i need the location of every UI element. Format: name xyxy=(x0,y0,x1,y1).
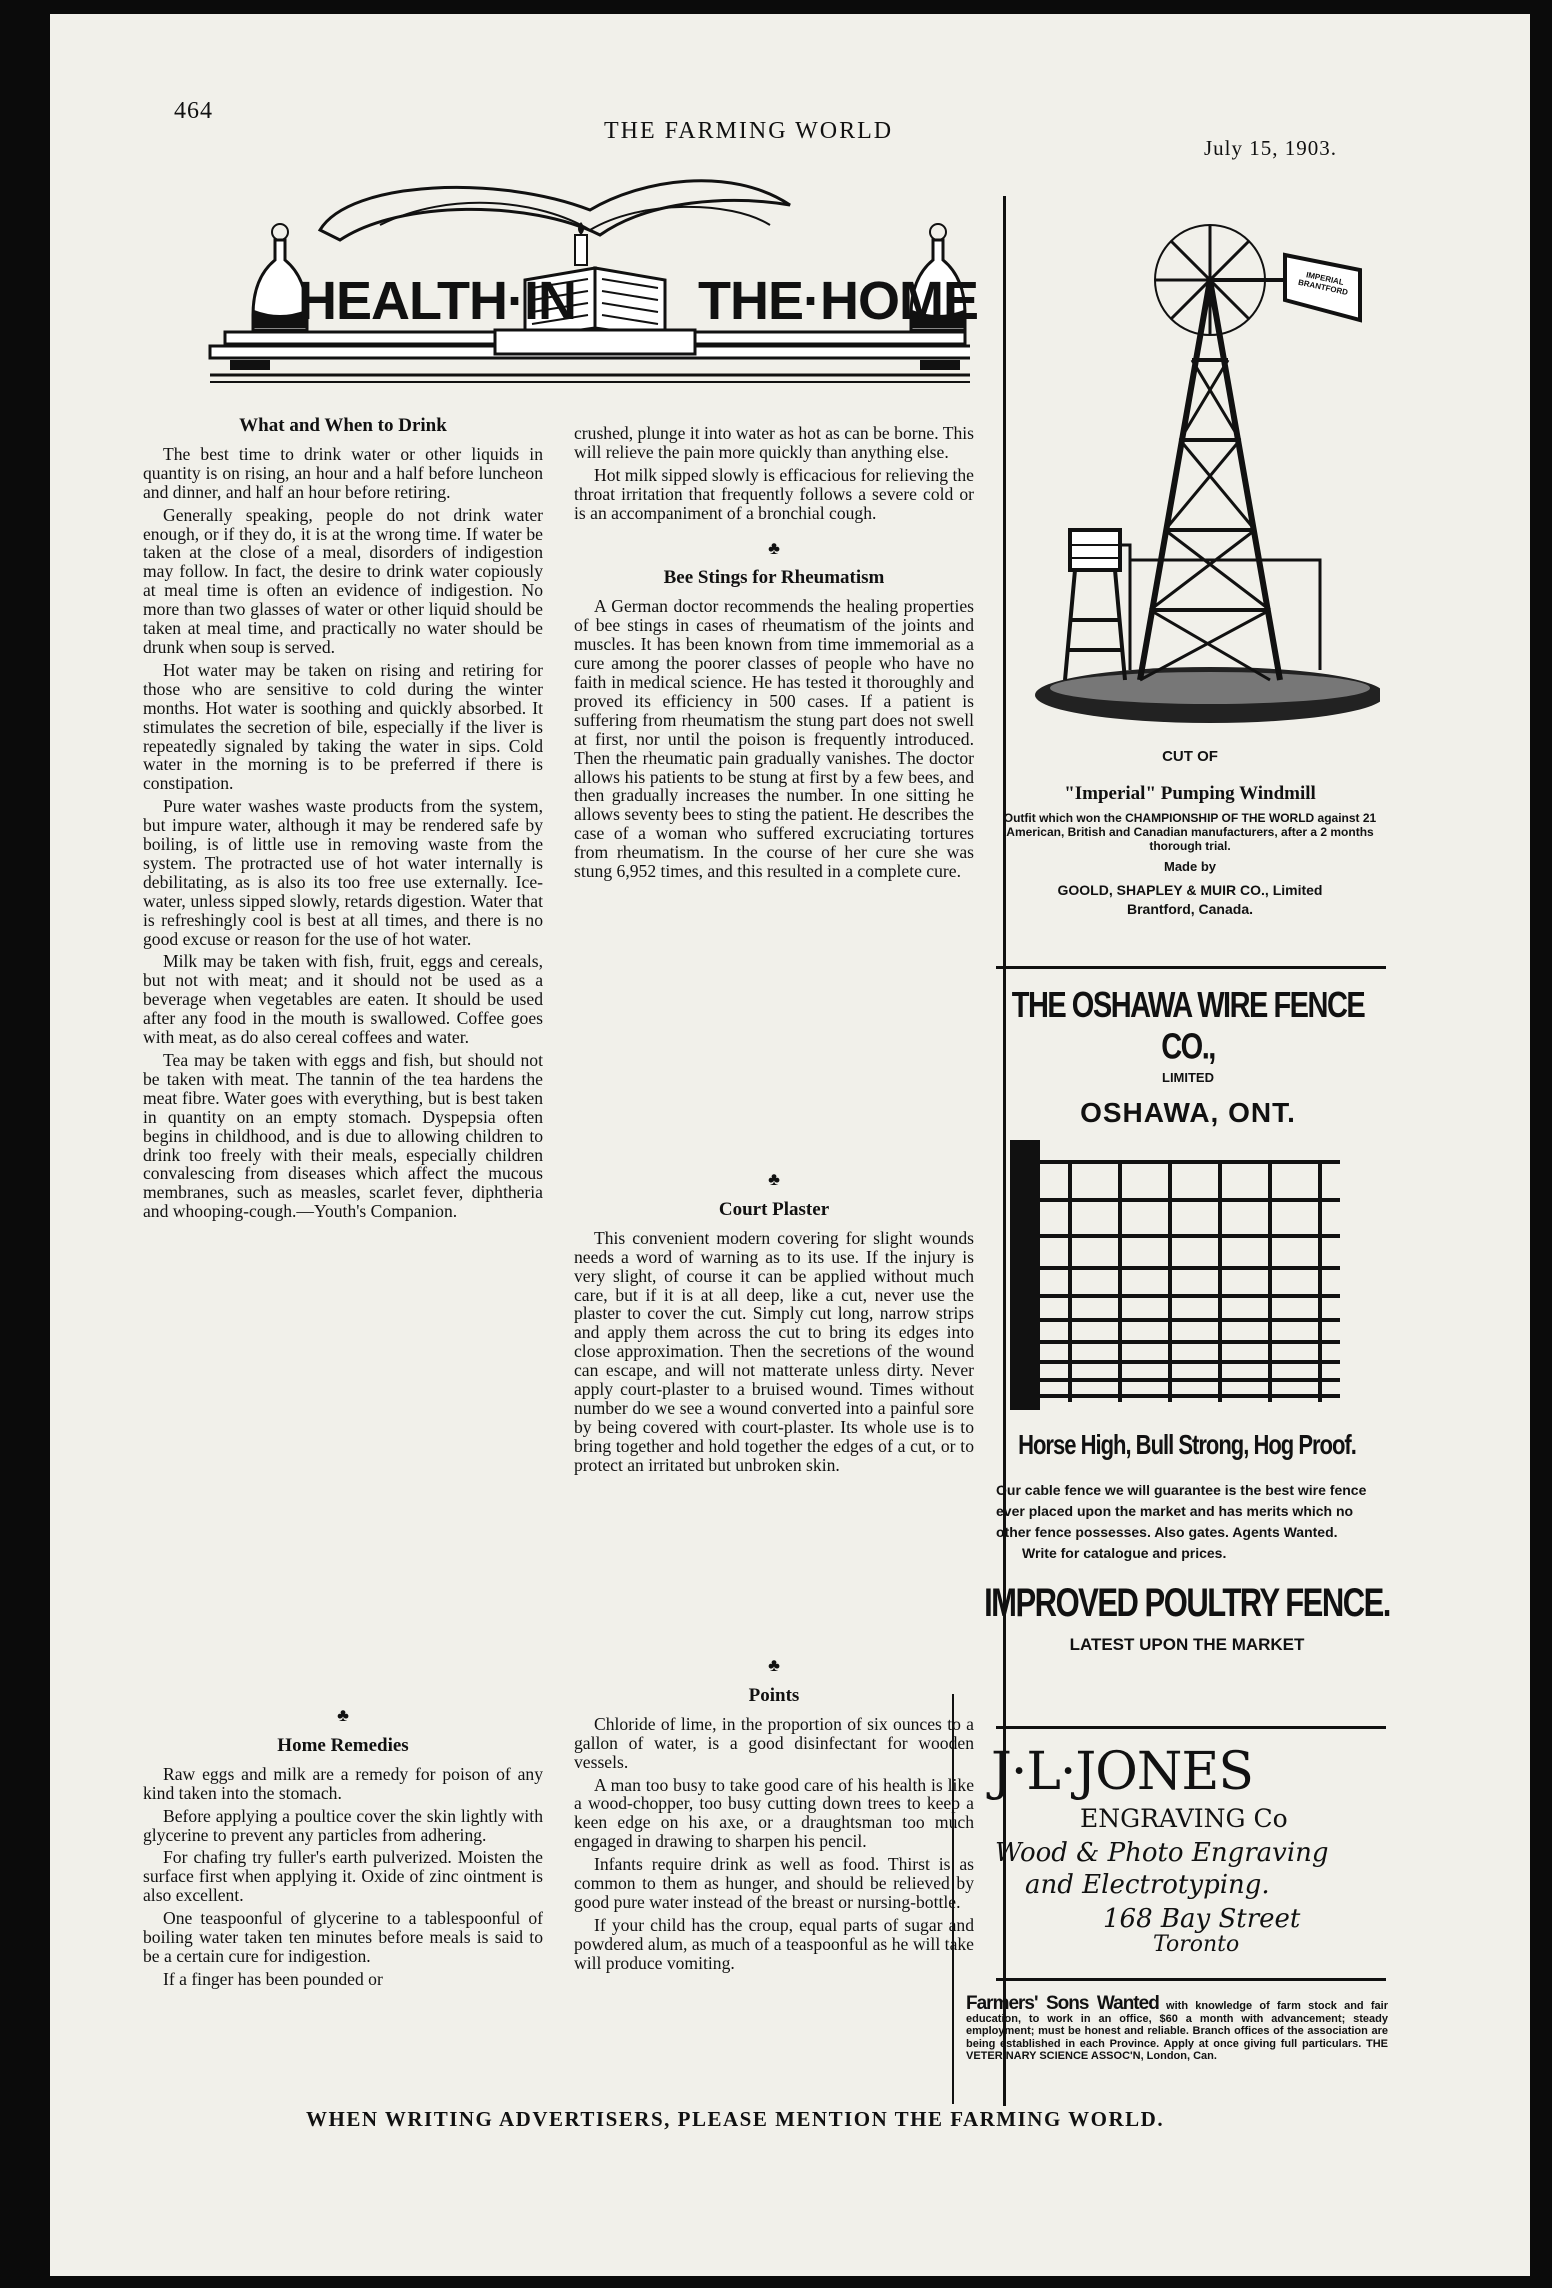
banner-title-right: THE·HOME xyxy=(698,271,978,331)
footer-notice: WHEN WRITING ADVERTISERS, PLEASE MENTION THE FARMING WORLD. xyxy=(306,2107,1165,2131)
ad-made-by: Made by xyxy=(1163,859,1216,874)
paragraph: One teaspoonful of glycerine to a tablespoonful of boiling water taken ten minutes before meals is said to be a certain cure for indigestion. xyxy=(143,1908,543,1966)
ad-divider xyxy=(996,966,1386,969)
issue-date: July 15, 1903. xyxy=(1204,136,1338,160)
ad-city: OSHAWA, ONT. xyxy=(1080,1097,1296,1128)
ad-catalogue: Write for catalogue and prices. xyxy=(1022,1545,1227,1561)
windmill-illustration xyxy=(1020,200,1380,740)
ad-product-name: "Imperial" Pumping Windmill xyxy=(1064,783,1316,804)
ad-maker: GOOLD, SHAPLEY & MUIR CO., Limited xyxy=(1057,882,1323,898)
windmill-ad xyxy=(990,748,1390,917)
fence-ad-details xyxy=(982,1428,1392,1655)
paragraph: This convenient modern covering for slight wounds needs a word of warning as to its use. If the injury is very slight, of course it can be applied without much care, but if it is at all deep, like a cut, never use the plaster to cover the cut. Simply cut long, narrow strips and apply them across the cut to bring its edges into close approximation. Then the secretions of the wound can escape, and will not matterate unless dirty. Never apply court-plaster to a bruised wound. Times without number do we see a wound converted into a painful sore by being covered with court-plaster. Its whole use is to bring together and hold together the edges of a cut, or to protect an irritated but unbroken skin. xyxy=(574,1227,974,1475)
article-title: Court Plaster xyxy=(718,1198,830,1220)
paragraph: Hot milk sipped slowly is efficacious for relieving the throat irritation that frequently follows a severe cold or is an accompaniment of a bronchial cough. xyxy=(574,464,974,523)
article-remedies-continued xyxy=(574,424,974,885)
ad-body: Our cable fence we will guarantee is the best wire fence ever placed upon the market and has merits which no other fence possesses. Also gates. Agents Wanted. xyxy=(996,1482,1367,1540)
ad-address: 168 Bay Street xyxy=(1103,1904,1301,1934)
ad-description: Outfit which won the CHAMPIONSHIP OF THE WORLD against 21 American, British and Canadian manufacturers, after a 2 months thorough trial. xyxy=(1003,811,1377,853)
article-title: What and When to Drink xyxy=(239,415,447,436)
paragraph: Chloride of lime, in the proportion of six ounces to a gallon of water, is a good disinfectant for wooden vessels. xyxy=(574,1713,974,1772)
ornament-icon: ♣ xyxy=(768,1169,780,1189)
oshawa-fence-ad xyxy=(988,985,1388,1129)
ad-service: Wood & Photo Engraving xyxy=(995,1838,1329,1868)
paragraph: Hot water may be taken on rising and retiring for those who are sensitive to cold during the winter months. Hot water is soothing and quickly absorbed. It stimulates the secretion of bile, especially if the liver is repeatedly signaled by taking the water in sips. Cold water in the morning is to be preferred if there is constipation. xyxy=(143,659,543,794)
article-title: Bee Stings for Rheumatism xyxy=(663,567,885,589)
ornament-icon: ♣ xyxy=(768,1655,780,1675)
paragraph: Raw eggs and milk are a remedy for poison of any kind taken into the stomach. xyxy=(143,1763,543,1803)
ad-poultry: IMPROVED POULTRY FENCE. xyxy=(984,1579,1390,1626)
paragraph: The best time to drink water or other liquids in quantity is on rising, an hour and a half before luncheon and dinner, and half an hour before retiring. xyxy=(143,443,543,502)
paragraph: Tea may be taken with eggs and fish, but should not be taken with meat. The tannin of the tea hardens the meat fibre. Water goes with everything, but is best taken in quantity on an empty stomach. Dyspepsia often begins in childhood, and is due to allowing children to drink too freely with their meals, especially children convalescing from diseases which affect the mucous membranes, such as measles, scarlet fever, diphtheria and whooping-cough.—Youth's Companion. xyxy=(143,1050,543,1222)
ad-city: Brantford, Canada. xyxy=(1126,901,1253,917)
banner-title-left: HEALTH·IN xyxy=(298,271,576,331)
paragraph: If your child has the croup, equal parts of sugar and powdered alum, as much of a teaspoonful as he will take will produce vomiting. xyxy=(574,1914,974,1973)
journal-title: THE FARMING WORLD xyxy=(604,118,894,144)
paragraph: crushed, plunge it into water as hot as can be borne. This will relieve the pain more quickly than anything else. xyxy=(574,423,974,462)
paragraph: Before applying a poultice cover the skin lightly with glycerine to prevent any particles from adhering. xyxy=(143,1805,543,1845)
paragraph: Milk may be taken with fish, fruit, eggs and cereals, but not with meat; and it should not be used as a beverage when vegetables are eaten. It should be used after any food in the mouth is swallowed. Coffee goes with meat, as do also cereal coffees and water. xyxy=(143,951,543,1048)
windmill-vane-text: IMPERIAL BRANTFORD xyxy=(1297,270,1349,298)
ornament-icon: ♣ xyxy=(337,1705,349,1725)
ad-company: J·L·JONES xyxy=(991,1742,1253,1802)
ad-latest: LATEST UPON THE MARKET xyxy=(1069,1635,1305,1654)
ad-limited: LIMITED xyxy=(1162,1070,1214,1085)
ad-divider xyxy=(996,1978,1386,1981)
ad-body: with knowledge of farm stock and fair education, to work in an office, $60 a month with advancement; steady employment; must be honest and reliable. Branch offices of the association are being established in each Province. Apply at once giving full particulars. THE VETERINARY SCIENCE ASSOC'N, London, Can. xyxy=(966,2000,1388,2062)
jones-engraving-ad xyxy=(985,1742,1395,1967)
fence-illustration xyxy=(1010,1140,1340,1410)
paragraph: If a finger has been pounded or xyxy=(163,1968,383,1989)
ad-divider xyxy=(996,1726,1386,1729)
ad-service: and Electrotyping. xyxy=(1025,1870,1270,1900)
paragraph: A German doctor recommends the healing properties of bee stings in cases of rheumatism of the joints and muscles. It has been known from time immemorial as a cure among the poorer classes of people who have no faith in medical science. He has tested it thoroughly and proved its efficiency in 500 cases. If a patient is suffering from rheumatism the stung part does not swell at first, nor until the poison is frequently introduced. Then the rheumatic pain gradually vanishes. The doctor allows his patients to be stung at first by a few bees, and then gradually increases the number. In one sitting he allows seventy bees to sting the patient. He describes the case of a woman who suffered excruciating tortures from rheumatism. In the course of her cure she was stung 6,952 times, and this resulted in a complete cure. xyxy=(574,596,974,882)
paragraph: Pure water washes waste products from the system, but impure water, although it may be rendered safe by boiling, is of little use in removing waste from the system. The protracted use of hot water internally is debilitating, as is also its too free use externally. Ice-water, unless sipped slowly, retards digestion. Water that is refreshingly cool is best at all times, and there is no good excuse or reason for the use of hot water. xyxy=(143,796,543,949)
article-title: Home Remedies xyxy=(277,1734,409,1756)
page-number: 464 xyxy=(174,98,213,124)
article-court-plaster xyxy=(574,1154,974,1479)
ad-headline: Farmers' Sons Wanted xyxy=(966,1993,1159,2014)
ad-company: THE OSHAWA WIRE FENCE CO., xyxy=(1011,985,1365,1067)
ad-city: Toronto xyxy=(1153,1932,1240,1957)
article-home-remedies xyxy=(143,1690,543,1993)
health-in-the-home-banner xyxy=(170,170,978,420)
farmers-sons-ad xyxy=(966,1993,1388,2063)
article-points xyxy=(574,1640,974,1977)
ad-company-line: ENGRAVING Co xyxy=(1080,1804,1288,1833)
paragraph: Infants require drink as well as food. Thirst is as common to them as hunger, and should be relieved by good pure water instead of the breast or nursing-bottle. xyxy=(574,1854,974,1912)
ornament-icon: ♣ xyxy=(768,537,780,558)
article-what-when-to-drink xyxy=(143,413,543,1225)
article-title: Points xyxy=(748,1684,800,1706)
paragraph: Generally speaking, people do not drink water enough, or if they do, it is at the wrong time. If water be taken at the close of a meal, disorders of indigestion may follow. In fact, the desire to drink water copiously at meal time is often an evidence of indigestion. No more than two glasses of water or other liquid should be taken at meal time, and practically no water should be drunk when soup is served. xyxy=(143,504,543,657)
ad-caption: CUT OF xyxy=(1162,748,1218,765)
paragraph: A man too busy to take good care of his health is like a wood-chopper, too busy cutting down trees to keep a keen edge on his axe, or a draughtsman too much engaged in drawing to sharpen his pencil. xyxy=(574,1774,974,1852)
ad-slogan: Horse High, Bull Strong, Hog Proof. xyxy=(1018,1428,1356,1460)
paragraph: For chafing try fuller's earth pulverized. Moisten the surface first when applying it. Oxide of zinc ointment is also excellent. xyxy=(143,1847,543,1906)
